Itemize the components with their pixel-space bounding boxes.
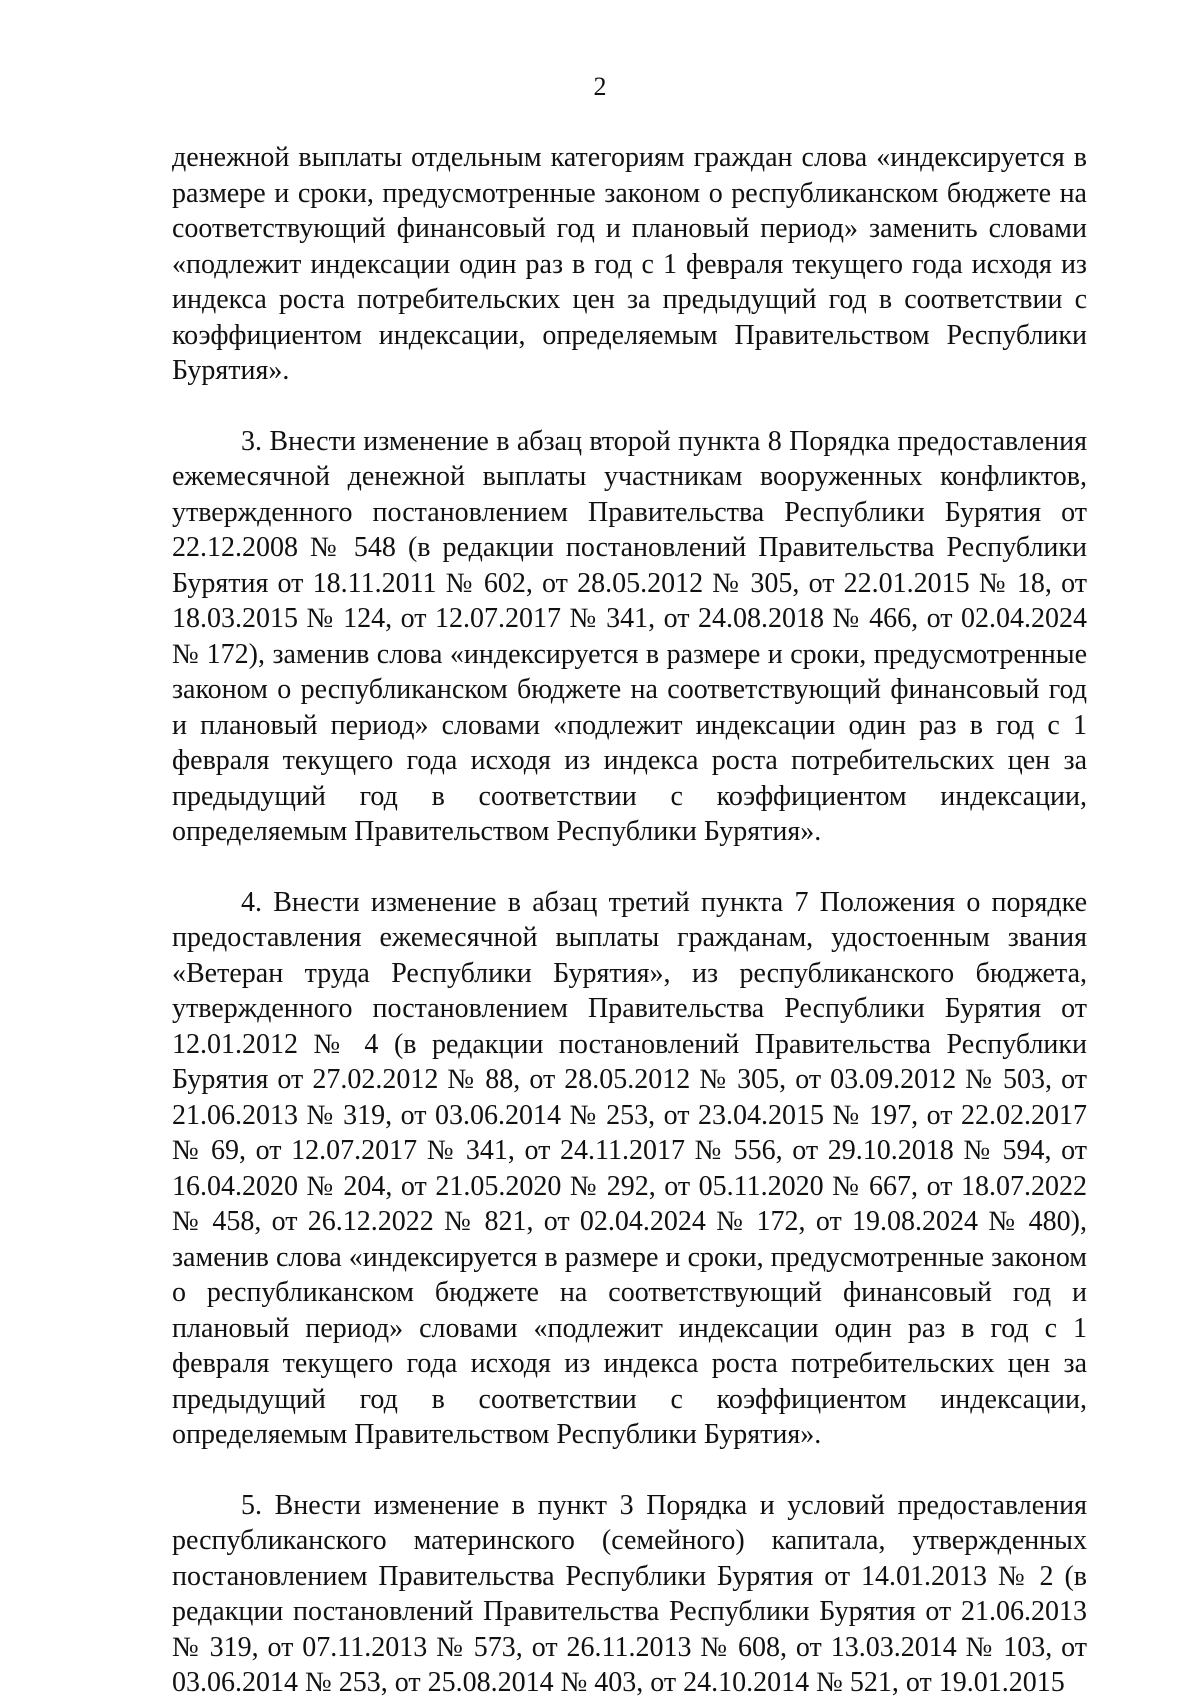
paragraph-continuation: денежной выплаты отдельным категориям граждан слова «индексируется в размере и сроки, предусмотренные законом о республиканском бюджете на соответствующий финансовый год и плановый период» заменить словами «подлежит индексации один раз в год с 1 февраля текущего года исходя из индекса роста потребительских цен за предыдущий год в соответствии с коэффициентом индексации, определяемым Правительством Республики Бурятия». [172, 142, 1087, 386]
paragraph-item-5: 5. Внести изменение в пункт 3 Порядка и условий предоставления республиканского материнского (семейного) капитала, утвержденных постановлением Правительства Республики Бурятия от 14.01.2013 № 2 (в редакции постановлений Правительства Республики Бурятия от 21.06.2013 № 319, от 07.11.2013 № 573, от 26.11.2013 № 608, от 13.03.2014 № 103, от 03.06.2014 № 253, от 25.08.2014 № 403, от 24.10.2014 № 521, от 19.01.2015 [172, 1489, 1087, 1698]
paragraph-item-4: 4. Внести изменение в абзац третий пункта 7 Положения о порядке предоставления ежемесячной выплаты гражданам, удостоенным звания «Ветеран труда Республики Бурятия», из республиканского бюджета, утвержденного постановлением Правительства Республики Бурятия от 12.01.2012 № 4 (в редакции постановлений Правительства Республики Бурятия от 27.02.2012 № 88, от 28.05.2012 № 305, от 03.09.2012 № 503, от 21.06.2013 № 319, от 03.06.2014 № 253, от 23.04.2015 № 197, от 22.02.2017 № 69, от 12.07.2017 № 341, от 24.11.2017 № 556, от 29.10.2018 № 594, от 16.04.2020 № 204, от 21.05.2020 № 292, от 05.11.2020 № 667, от 18.07.2022 № 458, от 26.12.2022 № 821, от 02.04.2024 № 172, от 19.08.2024 № 480), заменив слова «индексируется в размере и сроки, предусмотренные законом о республиканском бюджете на соответствующий финансовый год и плановый период» словами «подлежит индексации один раз в год с 1 февраля текущего года исходя из индекса роста потребительских цен за предыдущий год в соответствии с коэффициентом индексации, определяемым Правительством Республики Бурятия». [172, 886, 1087, 1450]
paragraph-item-3: 3. Внести изменение в абзац второй пункта 8 Порядка предоставления ежемесячной денежной выплаты участникам вооруженных конфликтов, утвержденного постановлением Правительства Республики Бурятия от 22.12.2008 № 548 (в редакции постановлений Правительства Республики Бурятия от 18.11.2011 № 602, от 28.05.2012 № 305, от 22.01.2015 № 18, от 18.03.2015 № 124, от 12.07.2017 № 341, от 24.08.2018 № 466, от 02.04.2024 № 172), заменив слова «индексируется в размере и сроки, предусмотренные законом о республиканском бюджете на соответствующий финансовый год и плановый период» словами «подлежит индексации один раз в год с 1 февраля текущего года исходя из индекса роста потребительских цен за предыдущий год в соответствии с коэффициентом индексации, определяемым Правительством Республики Бурятия». [172, 425, 1087, 847]
document-body [172, 140, 1087, 1701]
page-number: 2 [593, 72, 607, 101]
